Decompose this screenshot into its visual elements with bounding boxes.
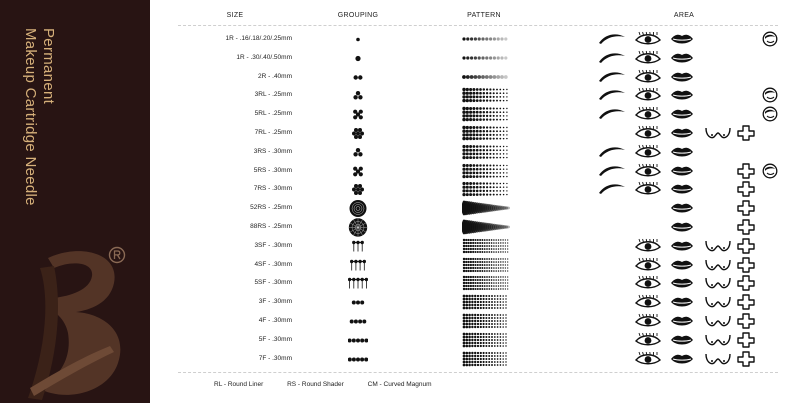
needle-size: 5RL - .25mm: [254, 110, 292, 118]
pattern-swatch: [462, 351, 510, 367]
grouping-icon: [348, 49, 368, 68]
brand-panel: [0, 0, 150, 403]
grouping-icon: [348, 331, 368, 350]
grouping-icon: [348, 350, 368, 369]
needle-row: [150, 49, 800, 68]
needle-chart: [150, 0, 800, 403]
needle-row: [150, 143, 800, 162]
grouping-icon: [348, 274, 368, 293]
grouping-icon: [348, 218, 368, 237]
brand-title-line1: Permanent: [40, 28, 57, 105]
needle-size: 7RS - .30mm: [253, 185, 292, 193]
needle-size: 5SF - .30mm: [254, 279, 292, 287]
grouping-icon: [348, 180, 368, 199]
pattern-swatch: [462, 125, 510, 141]
grouping-icon: [348, 68, 368, 87]
pattern-swatch: [462, 163, 510, 179]
needle-size: 52RS - .25mm: [250, 204, 292, 212]
needle-rows: [150, 30, 800, 368]
pattern-swatch: [462, 144, 510, 160]
needle-row: [150, 105, 800, 124]
pattern-swatch: [462, 31, 510, 47]
needle-row: [150, 218, 800, 237]
needle-size: 3RS - .30mm: [253, 147, 292, 155]
needle-row: [150, 86, 800, 105]
pattern-swatch: [462, 69, 510, 85]
pattern-swatch: [462, 200, 510, 216]
needle-size: 5RS - .30mm: [253, 166, 292, 174]
needle-size: 1R - .16/.18/.20/.25mm: [225, 35, 292, 42]
needle-row: [150, 350, 800, 369]
needle-size: 7RL - .25mm: [254, 128, 292, 136]
needle-row: [150, 68, 800, 87]
legend-cm: CM - Curved Magnum: [367, 381, 432, 388]
scar-icon: [732, 351, 760, 372]
needle-size: 2R - .40mm: [258, 72, 292, 80]
brand-title: [22, 28, 68, 228]
needle-row: [150, 199, 800, 218]
needle-size: 3RL - .25mm: [254, 91, 292, 99]
needle-row: [150, 312, 800, 331]
needle-size: 88RS - .25mm: [250, 222, 292, 230]
lips-icon: [668, 351, 696, 372]
pattern-swatch: [462, 332, 510, 348]
pattern-swatch: [462, 238, 510, 254]
pattern-swatch: [462, 50, 510, 66]
needle-size: 4F - .30mm: [258, 316, 292, 324]
pattern-swatch: [462, 313, 510, 329]
pattern-swatch: [462, 275, 510, 291]
areola-icon: [704, 351, 732, 372]
header-pattern: PATTERN: [467, 12, 501, 19]
needle-row: [150, 30, 800, 49]
pattern-swatch: [462, 106, 510, 122]
needle-size: 7F - .30mm: [258, 354, 292, 362]
needle-row: [150, 331, 800, 350]
grouping-icon: [348, 162, 368, 181]
header-size: SIZE: [226, 12, 244, 19]
legend-rl: RL - Round Liner: [214, 381, 264, 388]
needle-row: [150, 124, 800, 143]
grouping-icon: [348, 293, 368, 312]
brand-title-line2: Makeup Cartridge Needle: [22, 28, 39, 206]
needle-row: [150, 162, 800, 181]
legend: [214, 381, 454, 388]
needle-row: [150, 237, 800, 256]
grouping-icon: [348, 124, 368, 143]
header-area: AREA: [673, 12, 695, 19]
needle-row: [150, 256, 800, 275]
eye-icon: [634, 351, 662, 372]
needle-row: [150, 180, 800, 199]
header-grouping: GROUPING: [337, 12, 379, 19]
grouping-icon: [348, 86, 368, 105]
pattern-swatch: [462, 294, 510, 310]
pattern-swatch: [462, 181, 510, 197]
registered-icon: [108, 246, 126, 264]
needle-size: 3SF - .30mm: [254, 241, 292, 249]
footer-divider: [178, 372, 778, 373]
needle-row: [150, 293, 800, 312]
pattern-swatch: [462, 219, 510, 235]
grouping-icon: [348, 312, 368, 331]
grouping-icon: [348, 105, 368, 124]
needle-row: [150, 274, 800, 293]
legend-rs: RS - Round Shader: [287, 381, 344, 388]
needle-size: 3F - .30mm: [258, 298, 292, 306]
pattern-swatch: [462, 257, 510, 273]
needle-size: 1R - .30/.40/.50mm: [236, 53, 292, 61]
grouping-icon: [348, 199, 368, 218]
grouping-icon: [348, 30, 368, 49]
header-divider: [178, 25, 778, 26]
grouping-icon: [348, 237, 368, 256]
pattern-swatch: [462, 87, 510, 103]
needle-size: 4SF - .30mm: [254, 260, 292, 268]
needle-size: 5F - .30mm: [258, 335, 292, 343]
grouping-icon: [348, 256, 368, 275]
grouping-icon: [348, 143, 368, 162]
